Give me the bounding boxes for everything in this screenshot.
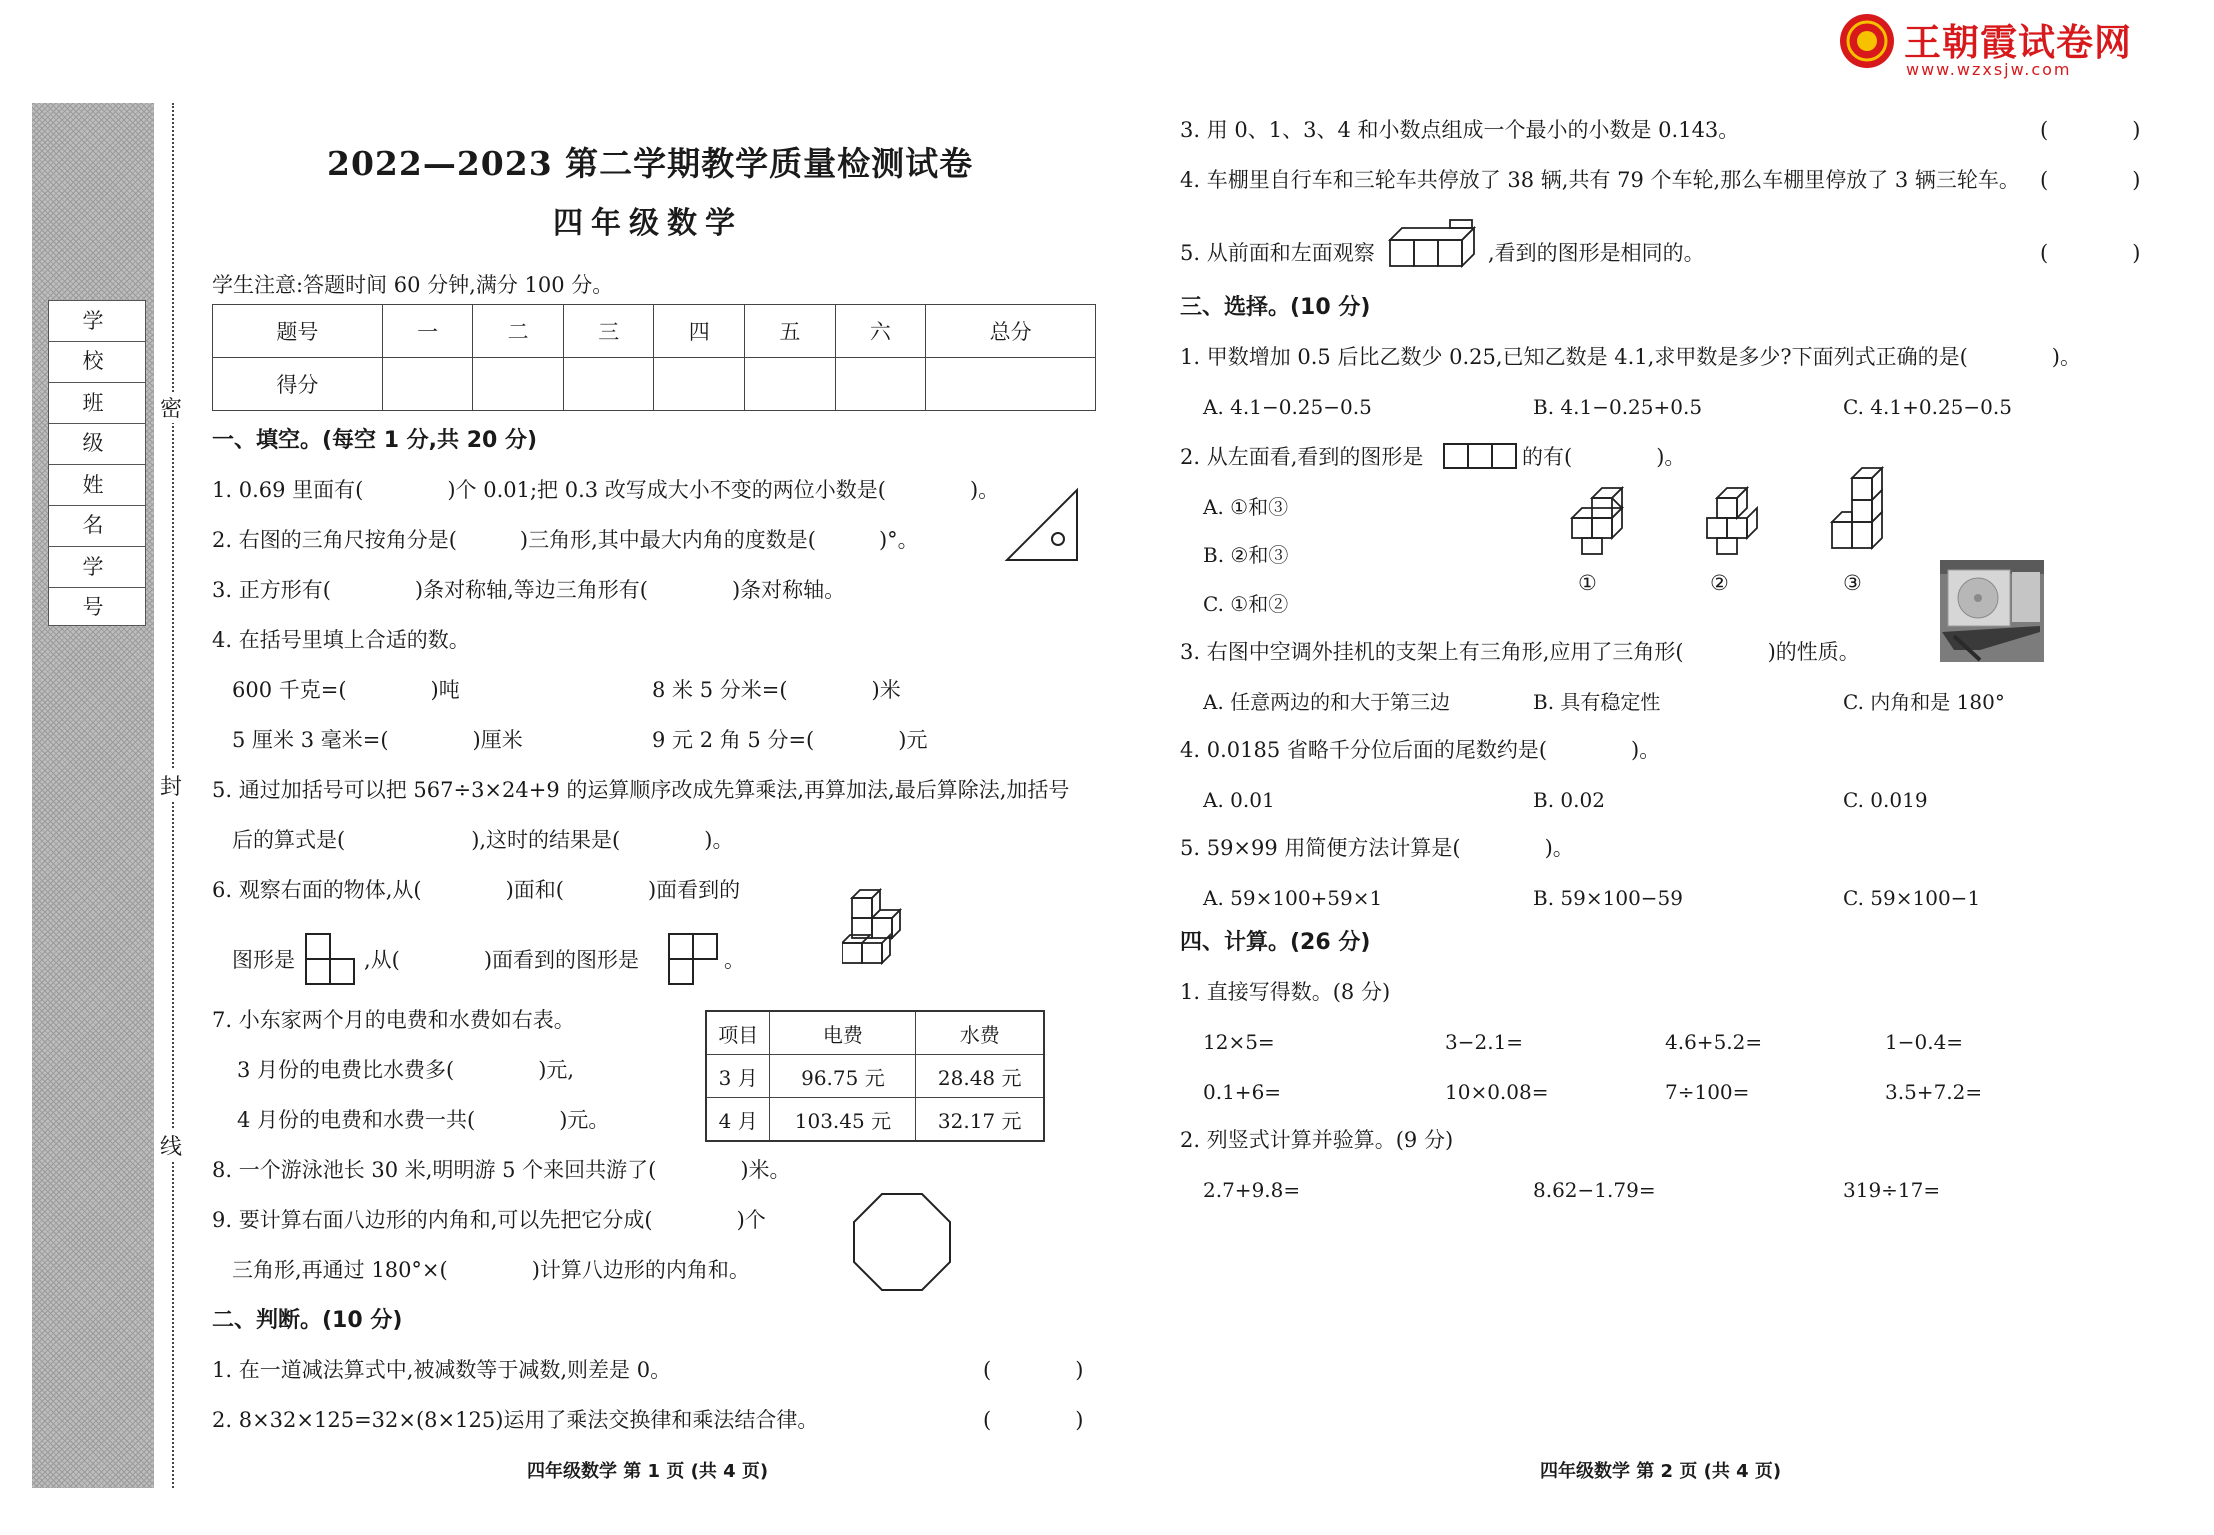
fill-q9-line2: 三角形,再通过 180°×( )计算八边形的内角和。 [232,1258,750,1282]
choice-q5-option-b[interactable]: B. 59×100−59 [1533,886,1683,910]
bill-header: 水费 [916,1011,1044,1055]
calc-item: 4.6+5.2= [1665,1030,1763,1054]
judge-q1-bracket[interactable]: ( ) [983,1358,1084,1382]
cube-row-icon [1388,218,1480,270]
score-header: 五 [745,305,836,358]
section4-title: 四、计算。(26 分) [1180,930,1371,955]
choice-q3: 3. 右图中空调外挂机的支架上有三角形,应用了三角形( )的性质。 [1180,640,1860,664]
logo-emblem-icon [1838,12,1896,70]
fill-q4a: 600 千克=( )吨 [232,678,460,702]
section2-title: 二、判断。(10 分) [212,1308,403,1333]
score-row-label: 得分 [213,358,383,411]
choice-q4: 4. 0.0185 省略千分位后面的尾数约是( )。 [1180,738,1661,762]
choice-q3-option-a[interactable]: A. 任意两边的和大于第三边 [1203,690,1451,714]
choice-q4-option-b[interactable]: B. 0.02 [1533,788,1605,812]
fill-q7: 7. 小东家两个月的电费和水费如右表。 [212,1008,575,1032]
score-cell[interactable] [382,358,473,411]
name-label: 姓 名 [49,465,145,506]
calc-item: 7÷100= [1665,1080,1750,1104]
air-conditioner-photo [1940,560,2044,662]
calc-item: 10×0.08= [1445,1080,1549,1104]
calc-item: 3−2.1= [1445,1030,1524,1054]
calc-item: 12×5= [1203,1030,1275,1054]
choice-q3-option-c[interactable]: C. 内角和是 180° [1843,690,2005,714]
choice-q5-option-c[interactable]: C. 59×100−1 [1843,886,1981,910]
view-shape-icon [304,932,358,986]
logo-url: www.wzxsjw.com [1906,60,2072,79]
fill-q6-line1: 6. 观察右面的物体,从( )面和( )面看到的 [212,878,741,902]
seal-char-mi: 密 [160,392,182,423]
three-square-icon [1442,442,1518,470]
triangle-ruler-icon [1002,485,1082,565]
fill-q7a: 3 月份的电费比水费多( )元, [237,1058,575,1082]
cube-figure-3-icon [1830,464,1894,556]
vertical-calc-item: 8.62−1.79= [1533,1178,1656,1202]
fill-q4d: 9 元 2 角 5 分=( )元 [652,728,928,752]
fill-q8: 8. 一个游泳池长 30 米,明明游 5 个来回共游了( )米。 [212,1158,791,1182]
judge-q4-bracket[interactable]: ( ) [2040,168,2141,192]
choice-q5: 5. 59×99 用简便方法计算是( )。 [1180,836,1574,860]
vertical-calc-item: 319÷17= [1843,1178,1941,1202]
bill-cell: 96.75 元 [770,1055,916,1098]
score-header: 题号 [213,305,383,358]
fill-q6-line2c: 。 [724,948,745,972]
fill-q7b: 4 月份的电费和水费一共( )元。 [237,1108,610,1132]
figure-label-1: ① [1578,571,1597,595]
judge-q3-bracket[interactable]: ( ) [2040,118,2141,142]
exam-subtitle: 四年级数学 [553,206,743,241]
choice-q2-option-c[interactable]: C. ①和② [1203,592,1289,616]
student-notice: 学生注意:答题时间 60 分钟,满分 100 分。 [212,273,614,297]
bill-header: 项目 [706,1011,770,1055]
fill-q4: 4. 在括号里填上合适的数。 [212,628,470,652]
logo-name: 王朝霞试卷网 [1904,21,2132,64]
bill-table [705,1010,1045,1142]
score-cell[interactable] [926,358,1096,411]
bill-cell: 32.17 元 [916,1098,1044,1142]
choice-q4-option-a[interactable]: A. 0.01 [1203,788,1275,812]
seal-char-xian: 线 [160,1130,182,1161]
judge-q3: 3. 用 0、1、3、4 和小数点组成一个最小的小数是 0.143。 [1180,118,1740,142]
bill-cell: 4 月 [706,1098,770,1142]
fill-q5-line2: 后的算式是( ),这时的结果是( )。 [232,828,734,852]
score-cell[interactable] [654,358,745,411]
cube-figure-2-icon [1705,484,1769,556]
choice-q2-a: 2. 从左面看,看到的图形是 [1180,445,1424,469]
bill-header: 电费 [770,1011,916,1055]
page2-footer: 四年级数学 第 2 页 (共 4 页) [1540,1461,1782,1482]
calc-item: 3.5+7.2= [1885,1080,1983,1104]
choice-q5-option-a[interactable]: A. 59×100+59×1 [1203,886,1383,910]
seal-char-feng: 封 [160,770,182,801]
score-header: 三 [563,305,654,358]
score-header: 六 [835,305,926,358]
octagon-icon [850,1190,954,1294]
bill-cell: 28.48 元 [916,1055,1044,1098]
bill-cell: 3 月 [706,1055,770,1098]
choice-q1-option-a[interactable]: A. 4.1−0.25−0.5 [1203,395,1372,419]
figure-label-2: ② [1710,571,1729,595]
choice-q2-option-b[interactable]: B. ②和③ [1203,543,1289,567]
view-shape-icon [667,932,721,986]
choice-q1-option-b[interactable]: B. 4.1−0.25+0.5 [1533,395,1703,419]
judge-q1: 1. 在一道减法算式中,被减数等于减数,则差是 0。 [212,1358,672,1382]
choice-q2-option-a[interactable]: A. ①和③ [1203,495,1289,519]
score-header: 一 [382,305,473,358]
fill-q6-line2b: ,从( )面看到的图形是 [364,948,640,972]
fill-q5-line1: 5. 通过加括号可以把 567÷3×24+9 的运算顺序改成先算乘法,再算加法,最后算除法,加括号 [212,778,1070,802]
class-label: 班 级 [49,383,145,424]
vertical-calc-item: 2.7+9.8= [1203,1178,1301,1202]
calc-item: 1−0.4= [1885,1030,1964,1054]
section1-title: 一、填空。(每空 1 分,共 20 分) [212,428,538,453]
score-cell[interactable] [563,358,654,411]
judge-q2: 2. 8×32×125=32×(8×125)运用了乘法交换律和乘法结合律。 [212,1408,819,1432]
score-header: 总分 [926,305,1096,358]
score-header: 四 [654,305,745,358]
cube-figure-1-icon [1570,484,1642,556]
fill-q2: 2. 右图的三角尺按角分是( )三角形,其中最大内角的度数是( )°。 [212,528,919,552]
judge-q5-bracket[interactable]: ( ) [2040,241,2141,265]
fill-q6-line2a: 图形是 [232,948,295,972]
calc-part2-title: 2. 列竖式计算并验算。(9 分) [1180,1128,1454,1152]
judge-q5-a: 5. 从前面和左面观察 [1180,241,1375,265]
fill-q3: 3. 正方形有( )条对称轴,等边三角形有( )条对称轴。 [212,578,846,602]
score-cell[interactable] [745,358,836,411]
choice-q2-b: 的有( )。 [1522,445,1686,469]
school-label: 学 校 [49,301,145,342]
choice-q3-option-b[interactable]: B. 具有稳定性 [1533,690,1661,714]
choice-q4-option-c[interactable]: C. 0.019 [1843,788,1928,812]
judge-q2-bracket[interactable]: ( ) [983,1408,1084,1432]
fill-q9-line1: 9. 要计算右面八边形的内角和,可以先把它分成( )个 [212,1208,766,1232]
cube-stack-icon [842,888,922,978]
calc-part1-title: 1. 直接写得数。(8 分) [1180,980,1391,1004]
choice-q1: 1. 甲数增加 0.5 后比乙数少 0.25,已知乙数是 4.1,求甲数是多少?下面列式正确的是( )。 [1180,345,2081,369]
score-table [212,304,1096,411]
fill-q1: 1. 0.69 里面有( )个 0.01;把 0.3 改写成大小不变的两位小数是( )。 [212,478,1000,502]
student-info-box [48,300,146,626]
bill-cell: 103.45 元 [770,1098,916,1142]
figure-label-3: ③ [1843,571,1862,595]
page1-footer: 四年级数学 第 1 页 (共 4 页) [527,1461,769,1482]
site-logo [1838,12,2208,79]
calc-item: 0.1+6= [1203,1080,1282,1104]
exam-title: 2022—2023 第二学期教学质量检测试卷 [327,144,974,183]
score-header: 二 [473,305,564,358]
choice-q1-option-c[interactable]: C. 4.1+0.25−0.5 [1843,395,2012,419]
fill-q4c: 5 厘米 3 毫米=( )厘米 [232,728,523,752]
score-cell[interactable] [473,358,564,411]
fill-q4b: 8 米 5 分米=( )米 [652,678,901,702]
judge-q4: 4. 车棚里自行车和三轮车共停放了 38 辆,共有 79 个车轮,那么车棚里停放了 3 辆三轮车。 [1180,168,2020,192]
judge-q5-b: ,看到的图形是相同的。 [1488,241,1705,265]
student-id-label: 学 号 [49,547,145,588]
score-cell[interactable] [835,358,926,411]
section3-title: 三、选择。(10 分) [1180,295,1371,320]
